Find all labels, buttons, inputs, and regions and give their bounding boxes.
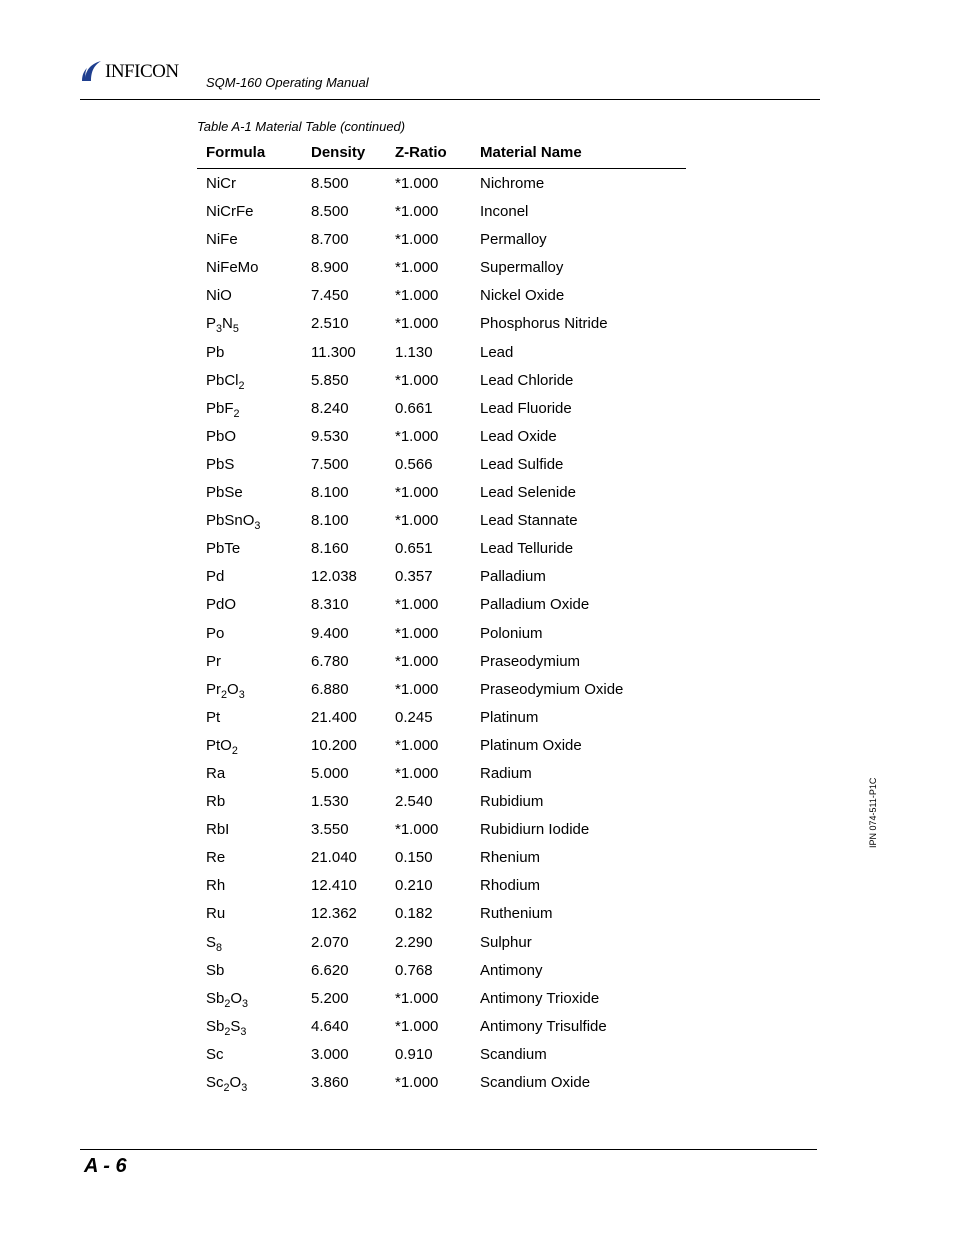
table-row: [197, 1012, 686, 1040]
material-name-cell: Lead Telluride: [480, 540, 574, 558]
formula-subscript: 3: [254, 519, 261, 532]
table-row: [197, 759, 686, 787]
table-row: [197, 478, 686, 506]
z-ratio-cell: *1.000: [395, 175, 439, 192]
logo-mark-icon: [82, 60, 102, 82]
column-header-material-name: Material Name: [480, 144, 582, 161]
material-name-cell: Praseodymium: [480, 652, 581, 670]
density-cell: 7.500: [311, 455, 349, 473]
formula-element: Sb: [206, 989, 225, 1007]
z-ratio-cell: *1.000: [395, 371, 439, 389]
density-cell: 7.450: [311, 287, 349, 305]
z-ratio-cell: *1.000: [395, 427, 439, 445]
table-row: [197, 1068, 686, 1096]
material-name-cell: Nickel Oxide: [480, 287, 565, 305]
density-cell: 8.240: [311, 399, 349, 417]
formula-cell: [206, 231, 238, 248]
formula-cell: [206, 596, 236, 613]
formula-element: P: [206, 315, 217, 333]
formula-element: PbTe: [206, 540, 241, 558]
formula-subscript: 3: [241, 1081, 248, 1094]
table-row: [197, 675, 686, 703]
density-cell: 21.400: [311, 708, 357, 726]
formula-subscript: 2: [238, 379, 245, 392]
material-name-cell: Rhenium: [480, 849, 541, 867]
formula-element: Pr: [206, 652, 221, 670]
table-row: [197, 422, 686, 450]
density-cell: 3.860: [311, 1074, 349, 1091]
formula-cell: [206, 540, 240, 557]
material-name-cell: Scandium: [480, 1045, 547, 1063]
table-row: [197, 984, 686, 1012]
formula-cell: [206, 680, 245, 701]
z-ratio-cell: *1.000: [395, 652, 439, 670]
formula-cell: [206, 736, 238, 757]
density-cell: 8.100: [311, 512, 349, 530]
formula-element: Re: [206, 849, 226, 867]
material-name-cell: Lead: [480, 343, 514, 361]
formula-cell: [206, 371, 245, 392]
formula-element: N: [222, 315, 233, 333]
table-row: [197, 843, 686, 871]
formula-element: PbSnO: [206, 512, 255, 530]
table-row: [197, 253, 686, 281]
z-ratio-cell: *1.000: [395, 596, 439, 614]
material-name-cell: Antimony Trisulfide: [480, 1017, 607, 1035]
table-row: [197, 731, 686, 759]
formula-subscript: 3: [242, 997, 249, 1010]
formula-subscript: 2: [224, 997, 231, 1010]
formula-element: O: [230, 989, 243, 1007]
z-ratio-cell: 0.661: [395, 399, 433, 417]
formula-cell: [206, 849, 225, 866]
table-row: [197, 1040, 686, 1068]
formula-cell: [206, 709, 220, 726]
table-row: [197, 450, 686, 478]
z-ratio-cell: *1.000: [395, 203, 439, 221]
density-cell: 6.780: [311, 652, 349, 670]
z-ratio-cell: *1.000: [395, 259, 439, 277]
formula-element: S: [230, 1017, 241, 1035]
density-cell: 5.200: [311, 989, 349, 1007]
footer-divider: [80, 1149, 817, 1150]
formula-element: Ra: [206, 764, 226, 782]
formula-element: NiO: [206, 287, 232, 305]
formula-cell: [206, 203, 254, 220]
material-name-cell: Polonium: [480, 624, 543, 642]
density-cell: 8.900: [311, 259, 349, 277]
table-row: [197, 225, 686, 253]
density-cell: 8.310: [311, 596, 349, 614]
document-title: SQM-160 Operating Manual: [206, 75, 369, 90]
formula-element: O: [227, 680, 239, 698]
z-ratio-cell: *1.000: [395, 736, 439, 754]
table-row: [197, 956, 686, 984]
table-row: [197, 562, 686, 590]
density-cell: 8.100: [311, 484, 349, 502]
formula-element: Po: [206, 624, 225, 642]
formula-cell: [206, 821, 229, 838]
density-cell: 9.400: [311, 624, 349, 642]
z-ratio-cell: *1.000: [395, 764, 439, 782]
formula-element: PbSe: [206, 484, 243, 502]
logo-text: INFICON: [105, 60, 179, 82]
table-row: [197, 281, 686, 309]
material-name-cell: Rhodium: [480, 877, 541, 895]
z-ratio-cell: *1.000: [395, 680, 439, 698]
formula-cell: [206, 259, 259, 276]
formula-cell: [206, 933, 223, 954]
formula-element: Ru: [206, 905, 226, 923]
formula-subscript: 2: [233, 407, 240, 420]
formula-cell: [206, 428, 236, 445]
z-ratio-cell: 0.357: [395, 568, 433, 586]
formula-element: O: [229, 1074, 242, 1091]
inficon-logo: [82, 58, 179, 84]
z-ratio-cell: 0.651: [395, 540, 433, 558]
z-ratio-cell: *1.000: [395, 1074, 439, 1091]
formula-cell: [206, 989, 249, 1010]
formula-subscript: 3: [216, 323, 223, 336]
table-row: [197, 928, 686, 956]
table-row: [197, 619, 686, 647]
formula-element: PtO: [206, 736, 232, 754]
table-body: [197, 169, 686, 1096]
formula-cell: [206, 512, 261, 532]
formula-element: Sb: [206, 1017, 225, 1035]
z-ratio-cell: 2.290: [395, 933, 433, 951]
material-name-cell: Antimony: [480, 961, 543, 979]
material-name-cell: Permalloy: [480, 231, 547, 249]
density-cell: 11.300: [311, 343, 356, 361]
density-cell: 8.500: [311, 203, 349, 221]
table-row: [197, 366, 686, 394]
formula-element: NiFe: [206, 231, 238, 249]
formula-subscript: 2: [223, 1081, 230, 1094]
density-cell: 2.510: [311, 315, 349, 333]
z-ratio-cell: *1.000: [395, 821, 439, 839]
formula-element: PbF: [206, 399, 234, 417]
material-name-cell: Platinum: [480, 708, 539, 726]
density-cell: 3.000: [311, 1045, 349, 1063]
formula-subscript: 2: [221, 688, 228, 701]
density-cell: 1.530: [311, 793, 349, 811]
z-ratio-cell: 2.540: [395, 793, 433, 811]
density-cell: 6.620: [311, 961, 349, 979]
formula-cell: [206, 962, 224, 979]
density-cell: 6.880: [311, 680, 349, 698]
material-name-cell: Lead Stannate: [480, 512, 578, 530]
material-name-cell: Supermalloy: [480, 259, 564, 277]
table-row: [197, 899, 686, 927]
material-name-cell: Platinum Oxide: [480, 736, 582, 754]
z-ratio-cell: 0.566: [395, 455, 433, 473]
z-ratio-cell: *1.000: [395, 989, 439, 1007]
formula-element: PbS: [206, 455, 235, 473]
density-cell: 3.550: [311, 821, 349, 839]
formula-element: NiFeMo: [206, 259, 259, 277]
material-name-cell: Scandium Oxide: [480, 1074, 591, 1091]
table-row: [197, 647, 686, 675]
formula-subscript: 3: [240, 1025, 247, 1038]
density-cell: 2.070: [311, 933, 349, 951]
formula-cell: [206, 793, 225, 810]
density-cell: 5.000: [311, 764, 349, 782]
table-row: [197, 703, 686, 731]
material-name-cell: Palladium: [480, 568, 546, 586]
formula-subscript: 8: [216, 941, 223, 954]
density-cell: 10.200: [311, 736, 357, 754]
z-ratio-cell: 0.150: [395, 849, 433, 867]
density-cell: 9.530: [311, 427, 349, 445]
density-cell: 12.038: [311, 568, 357, 586]
table-header: [197, 138, 686, 169]
material-name-cell: Lead Fluoride: [480, 399, 572, 417]
formula-element: PbCl: [206, 371, 239, 389]
material-name-cell: Palladium Oxide: [480, 596, 590, 614]
formula-cell: [206, 1017, 247, 1038]
formula-subscript: 3: [238, 688, 245, 701]
formula-cell: [206, 1046, 224, 1063]
material-name-cell: Inconel: [480, 203, 529, 221]
column-header-formula: Formula: [206, 144, 266, 161]
material-name-cell: Lead Sulfide: [480, 455, 564, 473]
table-row: [197, 534, 686, 562]
z-ratio-cell: 0.910: [395, 1045, 433, 1063]
formula-subscript: 2: [224, 1025, 231, 1038]
density-cell: 8.700: [311, 231, 349, 249]
table-row: [197, 815, 686, 843]
formula-element: PbO: [206, 427, 237, 445]
table-row: [197, 871, 686, 899]
z-ratio-cell: 0.245: [395, 708, 433, 726]
formula-element: Pr: [206, 680, 221, 698]
formula-cell: [206, 568, 224, 585]
material-name-cell: Nichrome: [480, 175, 545, 192]
formula-cell: [206, 625, 224, 642]
z-ratio-cell: *1.000: [395, 287, 439, 305]
formula-cell: [206, 315, 239, 336]
table-row: [197, 309, 686, 337]
z-ratio-cell: *1.000: [395, 315, 439, 333]
formula-cell: [206, 765, 225, 782]
formula-cell: [206, 653, 221, 670]
formula-cell: [206, 877, 225, 894]
density-cell: 5.850: [311, 371, 349, 389]
material-name-cell: Radium: [480, 764, 532, 782]
table-row: [197, 394, 686, 422]
material-name-cell: Lead Oxide: [480, 427, 557, 445]
formula-element: Pd: [206, 568, 225, 586]
density-cell: 12.410: [311, 877, 357, 895]
z-ratio-cell: *1.000: [395, 484, 439, 502]
z-ratio-cell: 0.768: [395, 961, 433, 979]
z-ratio-cell: *1.000: [395, 512, 439, 530]
table-row: [197, 197, 686, 225]
table-row: [197, 338, 686, 366]
z-ratio-cell: *1.000: [395, 231, 439, 249]
z-ratio-cell: 0.210: [395, 877, 433, 895]
material-name-cell: Lead Selenide: [480, 484, 576, 502]
density-cell: 8.160: [311, 540, 349, 558]
formula-cell: [206, 287, 232, 304]
formula-element: Pt: [206, 708, 221, 726]
page-number: A - 6: [84, 1155, 127, 1177]
material-name-cell: Sulphur: [480, 933, 532, 951]
document-id-label: IPN 074-511-P1C: [868, 777, 878, 848]
formula-cell: [206, 175, 236, 192]
z-ratio-cell: *1.000: [395, 624, 439, 642]
density-cell: 8.500: [311, 175, 349, 192]
material-name-cell: Rubidiurn Iodide: [480, 821, 590, 839]
table-row: [197, 169, 686, 197]
table-caption: Table A-1 Material Table (continued): [197, 119, 406, 134]
formula-cell: [206, 1074, 248, 1094]
formula-cell: [206, 399, 240, 420]
formula-element: NiCr: [206, 175, 236, 192]
material-name-cell: Antimony Trioxide: [480, 989, 600, 1007]
z-ratio-cell: *1.000: [395, 1017, 439, 1035]
formula-subscript: 5: [232, 323, 239, 336]
formula-element: PdO: [206, 596, 237, 614]
formula-element: NiCrFe: [206, 203, 254, 221]
z-ratio-cell: 1.130: [395, 343, 433, 361]
density-cell: 12.362: [311, 905, 357, 923]
formula-element: Pb: [206, 343, 225, 361]
formula-subscript: 2: [231, 744, 238, 757]
formula-element: Rb: [206, 793, 226, 811]
formula-element: RbI: [206, 821, 230, 839]
material-table: [197, 138, 686, 1096]
material-name-cell: Phosphorus Nitride: [480, 315, 608, 333]
column-header-density: Density: [311, 144, 366, 161]
formula-cell: [206, 484, 243, 501]
table-row: [197, 787, 686, 815]
material-name-cell: Praseodymium Oxide: [480, 680, 624, 698]
z-ratio-cell: 0.182: [395, 905, 433, 923]
table-row: [197, 590, 686, 618]
material-name-cell: Rubidium: [480, 793, 544, 811]
density-cell: 21.040: [311, 849, 357, 867]
header-divider: [80, 99, 820, 100]
material-name-cell: Lead Chloride: [480, 371, 574, 389]
formula-element: Rh: [206, 877, 226, 895]
column-header-z-ratio: Z-Ratio: [395, 144, 447, 161]
formula-cell: [206, 344, 224, 361]
formula-element: Sc: [206, 1045, 224, 1063]
material-name-cell: Ruthenium: [480, 905, 553, 923]
formula-cell: [206, 456, 234, 473]
formula-element: S: [206, 933, 217, 951]
density-cell: 4.640: [311, 1017, 349, 1035]
formula-element: Sb: [206, 961, 225, 979]
formula-cell: [206, 905, 225, 922]
table-row: [197, 506, 686, 534]
formula-element: Sc: [206, 1074, 224, 1091]
